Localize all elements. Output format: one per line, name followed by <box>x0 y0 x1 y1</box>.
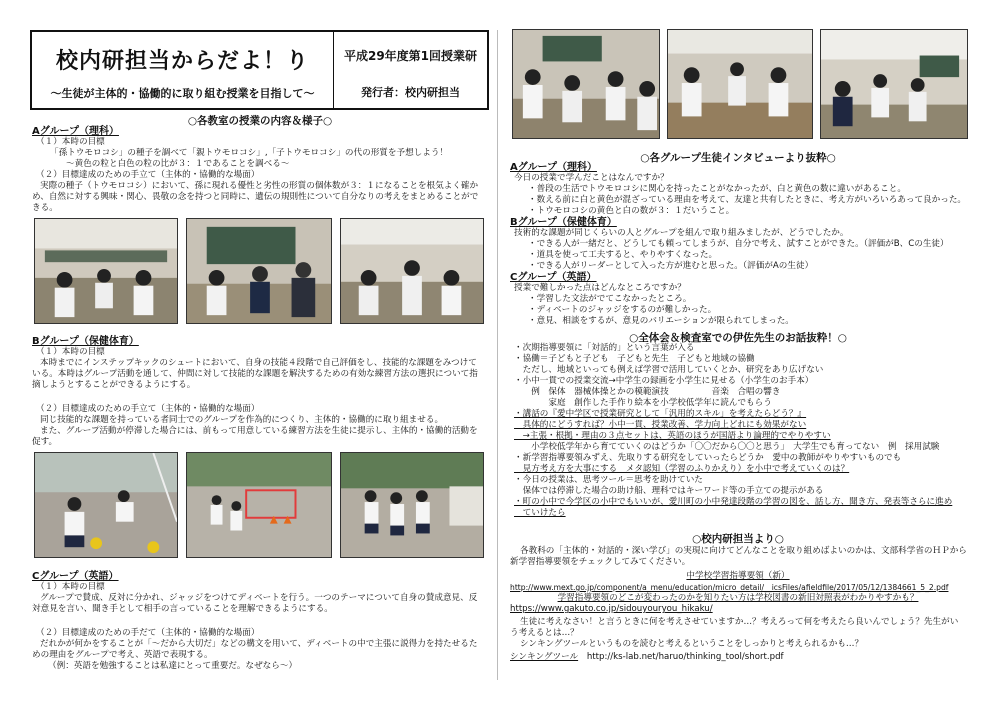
photo-pe-class-3 <box>340 452 484 558</box>
group-c-line: めの理由をグループで考え、英語で表現する。 <box>32 650 213 660</box>
interview-line: ・できる人が一緒だと、どうしても頼ってしまうが、自分で考え、試すことができた。（評価がB、Cの生徒） <box>528 239 949 249</box>
group-b-line: また、グループ活動が停滞した場合には、前もって用意している練習方法を生徒に提示し、主体的・協働的活動を <box>40 426 478 436</box>
talk-line: ・町の小中で今学区の小中でもいいが、愛川町の小中発達段階の学習の図を、話し方、聞き方、発表等さらに進め <box>514 497 953 507</box>
group-a-line: 「孫トウモロコシ」の種子を調べて「親トウモロコシ」,「子トウモロコシ」の代の形質を予想しよう！ <box>50 148 449 158</box>
section-title-coordinator: ○校内研担当より○ <box>692 533 784 545</box>
closing-line: シンキングツールというものを読むと考えるということをしっかりと考えられるかも…？ <box>520 639 864 649</box>
link-comparison-url[interactable]: https://www.gakuto.co.jp/sidouyouryou_hikaku/ <box>510 604 713 614</box>
link-thinking-tool[interactable] <box>510 652 784 663</box>
group-c-line: （例：英語を勉強することは私達にとって重要だ。なぜなら～） <box>48 661 298 671</box>
group-a-line: 実際の種子（トウモロコシ）において、孫に現れる優性と劣性の形質の個体数が３：１になることを根気よく確か <box>40 181 479 191</box>
page-title: 校内研担当からだよ！り <box>55 49 309 74</box>
group-b-line: （２）目標達成のための手立て（主体的・協働的な場面） <box>36 404 260 414</box>
group-b-line: いる。本時はグループ活動を通して、仲間に対して技能的な課題を解決するための有効な練習方法の選択について指 <box>32 369 478 379</box>
closing-line: う考えるとは…？ <box>510 628 579 638</box>
page-subtitle: ～生徒が主体的・協働的に取り組む授業を目指して～ <box>50 87 315 100</box>
link-comparison-label[interactable]: 学習指導要領のどこが変わったのかを知りたい方は学校図書の新旧対照表がわかりやすかも？ <box>557 593 919 603</box>
photo-science-class-1 <box>34 218 178 324</box>
group-b-line: 摘しようとすることができるようにする。 <box>32 380 196 390</box>
interview-group-a-label: Aグループ（理科） <box>510 162 597 173</box>
photo-english-class-2 <box>667 29 813 139</box>
group-a-label: Aグループ（理科） <box>32 126 119 137</box>
photo-pe-class-2 <box>186 452 332 558</box>
talk-line: ただし、地域といっても例えば学習で活用していくとか、研究をあり広げない <box>514 365 824 375</box>
group-c-line: だれかが何かをすることが「～だから大切だ」などの構文を用いて、ディベートの中で主張に説得力を持たせるた <box>40 639 478 649</box>
group-c-line: （２）目標達成のための手だて（主体的・協働的な場面） <box>36 628 260 638</box>
group-a-line: め、自然に対する興味・関心、畏敬の念を持つと同時に、遺伝の規則性について自分なりの考えをまとめることがで <box>32 192 479 202</box>
group-c-label: Cグループ（英語） <box>32 571 119 582</box>
title-side <box>334 32 487 108</box>
closing-line: 生徒に考えなさい！と言うときに何を考えさせていますか…？考えろって何を考えたら良いんでしょう？先生がい <box>520 617 959 627</box>
group-b-line: 本時までにインステップキックのシュートにおいて、自身の技能４段階で自己評価をし、技能的な課題をみつけて <box>40 358 477 368</box>
talk-line: 保体では停滞した場合の助け船、理科ではキーワード等の手立ての提示がある <box>514 486 824 496</box>
photo-science-class-3 <box>340 218 484 324</box>
talk-line: →主張・根拠・理由の３点セットは、英語のほうが国語より論理的でやりやすい <box>514 431 831 441</box>
group-a-line: （１）本時の目標 <box>36 137 105 147</box>
section-title-talk: ○全体会＆検査室での伊佐先生のお話抜粋！○ <box>629 332 847 344</box>
title-main <box>32 32 334 108</box>
talk-line: 具体的にどうすれば？小中一貫、授業改善、学力向上どれにも効果がない <box>514 420 807 430</box>
interview-line: 授業で難しかった点はどんなところですか？ <box>514 283 686 293</box>
link-thinking-tool-url[interactable]: http://ks-lab.net/haruo/thinking_tool/short.pdf <box>586 652 784 662</box>
interview-line: ・道具を使って工夫すると、やりやすくなった。 <box>528 250 718 260</box>
photo-english-class-1 <box>512 29 660 139</box>
section-title-classrooms: ○各教室の授業の内容＆様子○ <box>187 115 333 127</box>
link-curriculum-url[interactable]: http://www.mext.go.jp/component/a_menu/education/micro_detail/__icsFiles/afieldfile/2017/05/12/1384661_5_2.pdf <box>510 583 949 592</box>
coordinator-line: 各教科の「主体的・対話的・深い学び」の実現に向けてどんなことを取り組めばよいのかは、文部科学省のＨＰから <box>520 546 967 556</box>
group-a-line: きる。 <box>32 203 58 213</box>
talk-line: ・協働＝子どもと子ども 子どもと先生 子どもと地域の協働 <box>514 354 755 364</box>
interview-line: ・トウモロコシの黄色と白の数が３：１だいうこと。 <box>528 206 735 216</box>
interview-line: ・学習した文法がでてこなかったところ。 <box>528 294 692 304</box>
coordinator-line: 新学習指導要領をチェックしてみてください。 <box>510 557 691 567</box>
interview-group-c-label: Cグループ（英語） <box>510 272 597 283</box>
talk-line: ・小中一貫での授業交流→中学生の録画を小学生に見せる（小学生のお手本） <box>514 376 814 386</box>
interview-line: ・できる人がリーダーとして入った方が進むと思った。（評価がAの生徒） <box>528 261 814 271</box>
column-divider <box>497 30 498 680</box>
photo-english-class-3 <box>820 29 968 139</box>
photo-pe-class-1 <box>34 452 178 558</box>
interview-line: ・数える前に白と黄色が混ざっている理由を考えて、友達と共有したときに、考え方がいろいろあって良かった。 <box>528 195 967 205</box>
title-box <box>30 30 489 110</box>
talk-line: ・新学習指導要領みずえ、先取りする研究をしていったらどうか 愛中の教師がやりやすいものでも <box>514 453 902 463</box>
talk-line: ・今日の授業は、思考ツール＝思考を助けていた <box>514 475 703 485</box>
group-c-line: （１）本時の目標 <box>36 582 105 592</box>
group-c-line: グループで賛成、反対に分かれ、ジャッジをつけてディベートを行う。一つのテーマについて自身の賛成意見、反 <box>40 593 478 603</box>
talk-line: ていけたら <box>514 508 566 518</box>
talk-line: 小学校低学年から育てていくのはどうか「〇〇だから〇〇と思う」 大学生でも育ってない 例 採用試験 <box>514 442 940 452</box>
link-curriculum-label[interactable]: 中学校学習指導要領（新） <box>686 571 790 581</box>
group-b-line: （１）本時の目標 <box>36 347 105 357</box>
talk-line: 家庭 創作した手作り絵本を小学校低学年に読んでもらう <box>514 398 772 408</box>
publisher-label: 発行者：校内研担当 <box>361 86 460 99</box>
talk-line: ・次期指導要領に「対話的」という言葉が入る <box>514 343 695 353</box>
photo-science-class-2 <box>186 218 332 324</box>
group-b-line: 同じ技能的な課題を持っている者同士でのグループを作為的につくり、主体的・協働的に取り組ませる。 <box>40 415 444 425</box>
interview-group-b-label: Bグループ（保健体育） <box>510 217 617 228</box>
talk-line: ・講話の『愛中学区で授業研究として「汎用的スキル」を考えたらどう？』 <box>514 409 807 419</box>
section-title-interviews: ○各グループ生徒インタビューより抜粋○ <box>640 152 836 164</box>
interview-line: ・普段の生活でトウモロコシに関心を持ったことがなかったが、白と黄色の数に違いがあること。 <box>528 184 906 194</box>
group-b-line: 促す。 <box>32 437 58 447</box>
group-c-line: 対意見を言い、聞き手として相手の言っていることを理解できるようにする。 <box>32 604 333 614</box>
talk-line: 例 保体 器械体操とかの模範演技 音楽 合唱の響き <box>514 387 781 397</box>
talk-line: 見方考え方を大事にする メタ認知（学習のふりかえり）を小中で考えていくのは？ <box>514 464 850 474</box>
group-a-line: （２）目標達成のための手立て（主体的・協働的な場面） <box>36 170 260 180</box>
group-b-label: Bグループ（保健体育） <box>32 336 139 347</box>
interview-line: 技術的な課題が同じくらいの人とグループを組んで取り組みましたが、どうでしたか。 <box>514 228 849 238</box>
link-thinking-tool-label[interactable]: シンキングツール <box>510 652 579 662</box>
issue-label: 平成29年度第1回授業研 <box>343 49 478 63</box>
interview-line: ・意見、相談をするが、意見のバリエーションが限られてしまった。 <box>528 316 794 326</box>
interview-line: ・ディベートのジャッジをするのが難しかった。 <box>528 305 717 315</box>
interview-line: 今日の授業で学んだことはなんですか？ <box>514 173 669 183</box>
group-a-line: ～黄色の粒と白色の粒の比が３：１であることを調べる～ <box>66 159 290 169</box>
